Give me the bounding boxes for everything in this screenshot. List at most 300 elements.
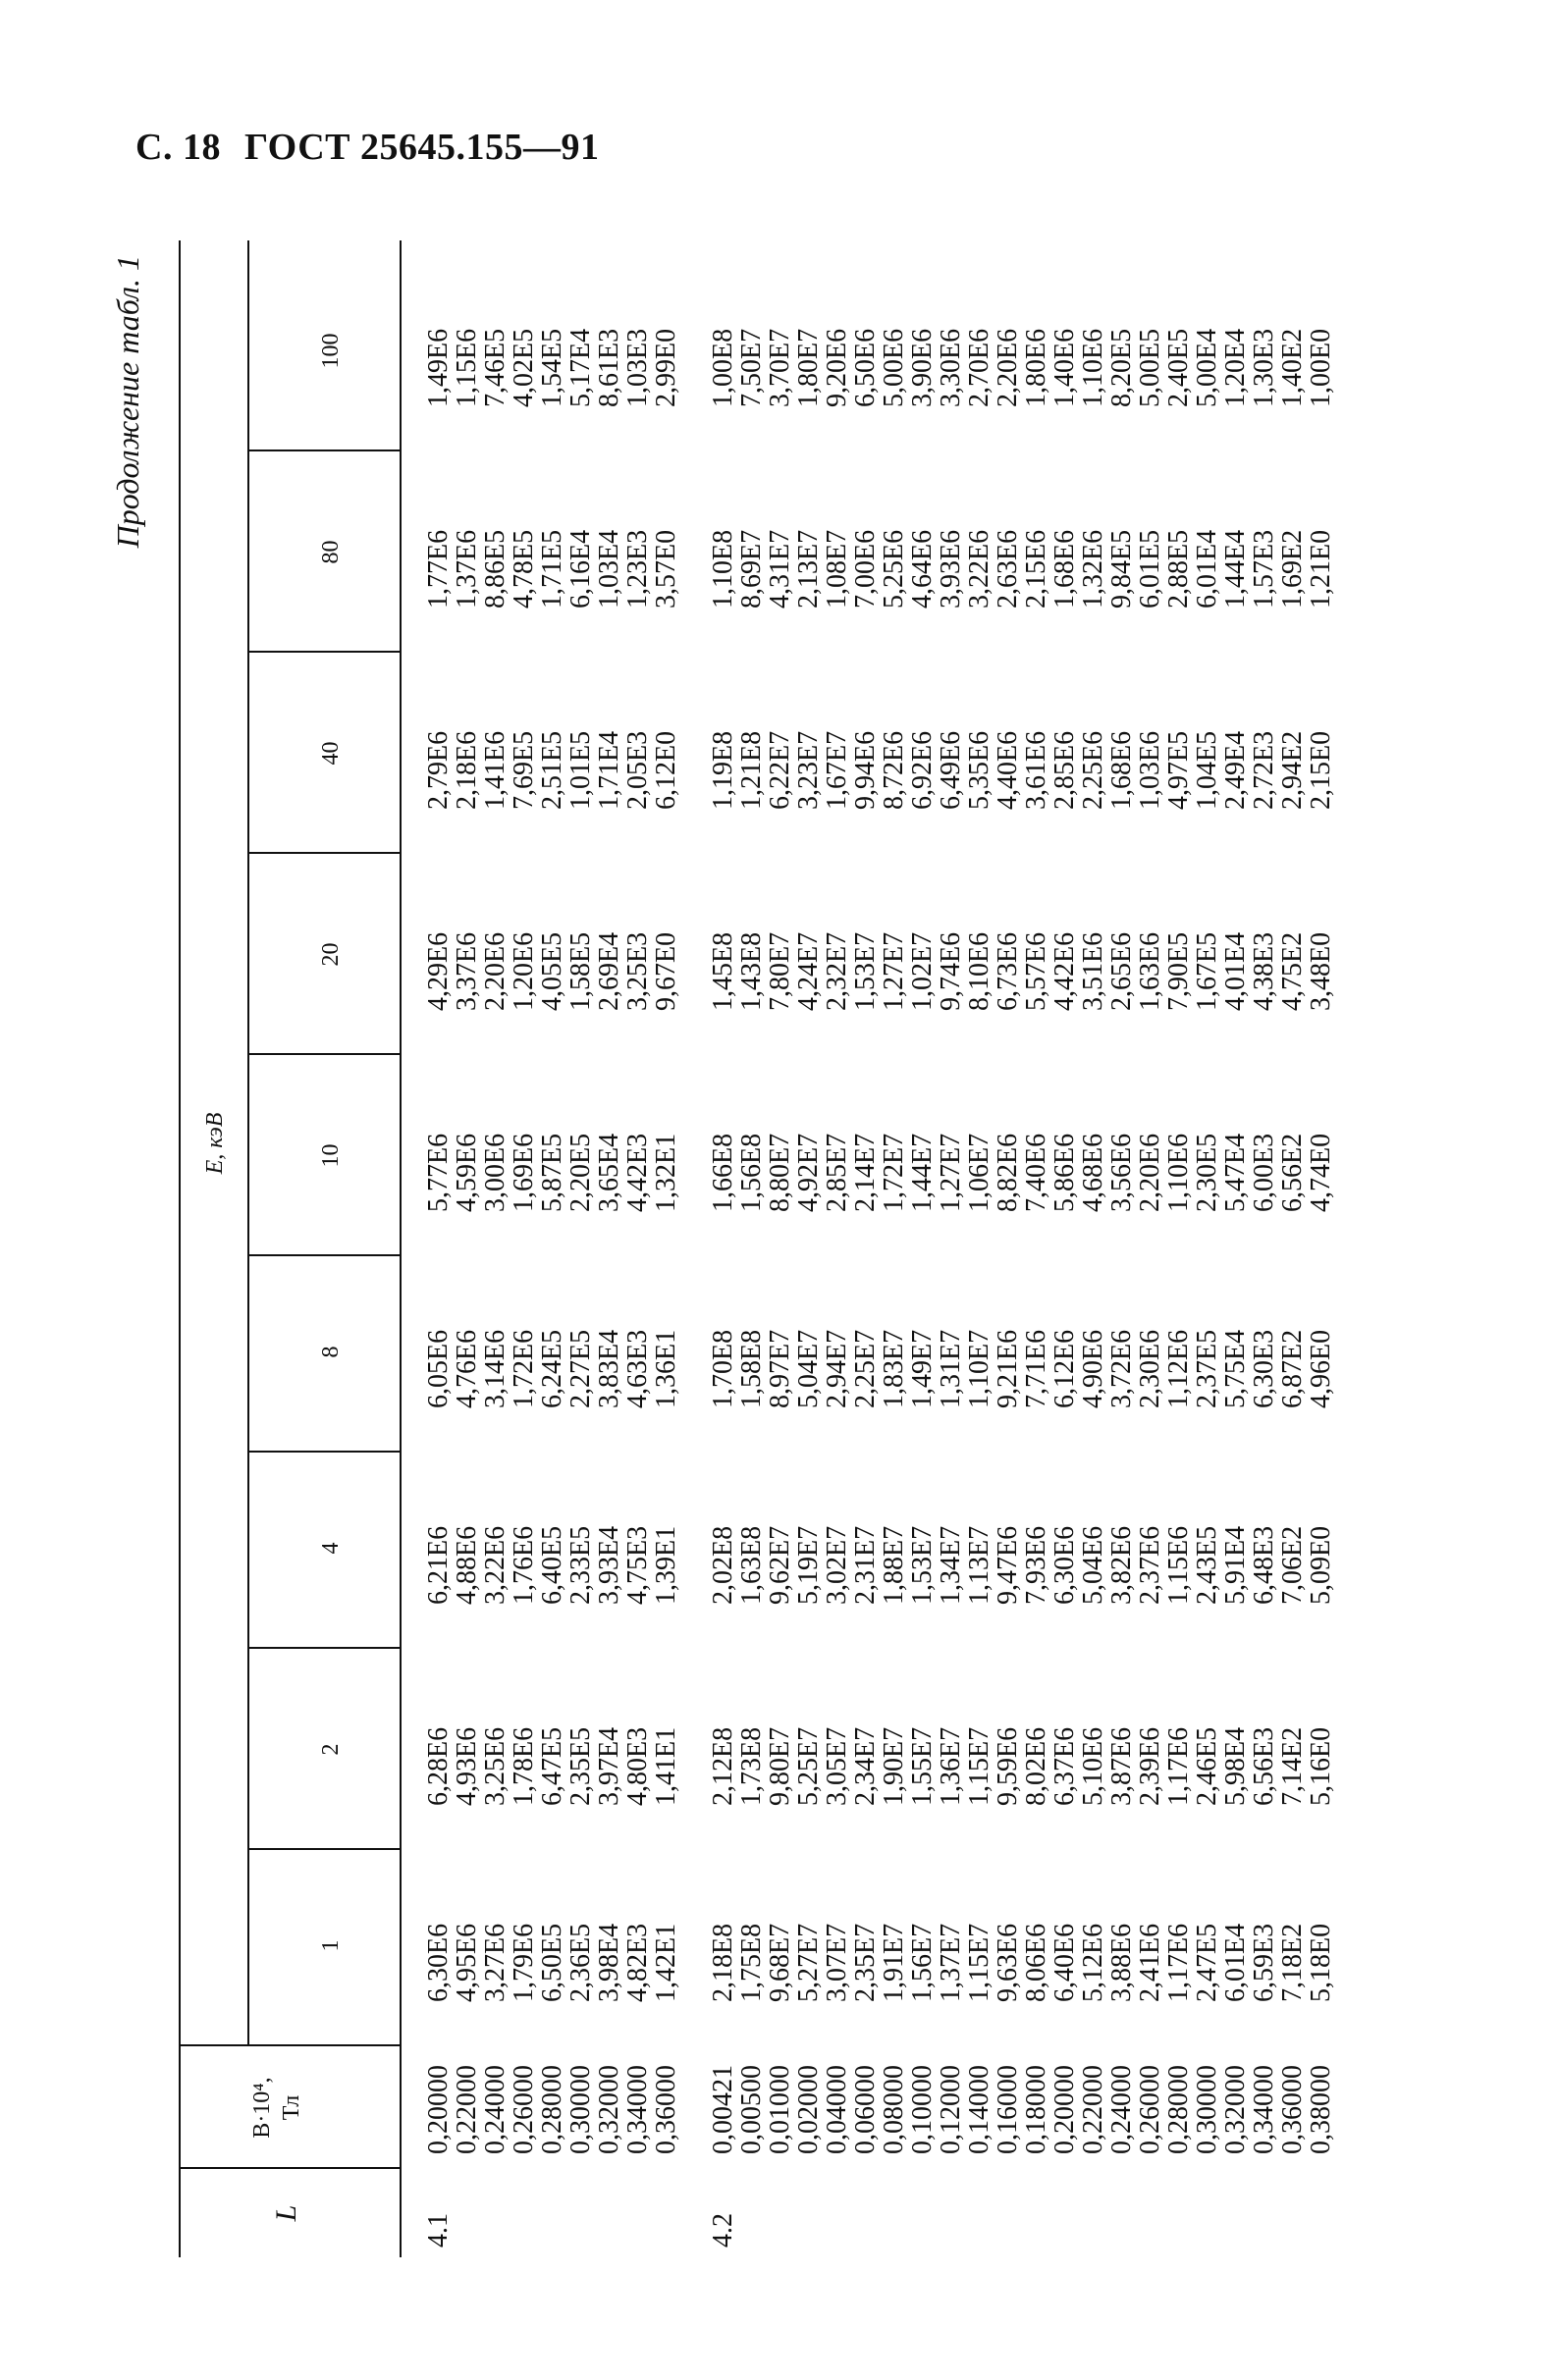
flux-value: 1,17E6: [1163, 1726, 1194, 1806]
table-row: [538, 240, 566, 2257]
flux-value: 5,87E5: [537, 1133, 567, 1212]
flux-value: 6,56E3: [1249, 1726, 1279, 1806]
flux-value: 6,24E5: [537, 1329, 567, 1408]
flux-value: 1,68E6: [1049, 529, 1080, 608]
page-header: [135, 126, 614, 169]
flux-value: 7,06E2: [1277, 1525, 1308, 1605]
flux-value: 6,59E3: [1249, 1923, 1279, 2002]
flux-value: 1,32E1: [651, 1133, 681, 1212]
flux-value: 3,07E7: [822, 1923, 852, 2002]
flux-value: 1,53E7: [850, 931, 881, 1011]
flux-value: 2,15E6: [1021, 529, 1051, 608]
flux-value: 2,49E4: [1220, 730, 1251, 810]
flux-value: 3,72E6: [1106, 1329, 1137, 1408]
flux-value: 9,80E7: [765, 1726, 795, 1806]
flux-value: 2,85E7: [822, 1133, 852, 1212]
B-value: 0,28000: [537, 2065, 567, 2154]
flux-value: 5,91E4: [1220, 1525, 1251, 1605]
flux-value: 1,72E7: [879, 1133, 909, 1212]
flux-value: 9,68E7: [765, 1923, 795, 2002]
flux-value: 1,39E1: [651, 1525, 681, 1605]
flux-value: 7,93E6: [1021, 1525, 1051, 1605]
flux-value: 1,06E7: [964, 1133, 994, 1212]
flux-value: 2,70E6: [964, 328, 994, 407]
energy-col-rule: [247, 1254, 400, 1256]
flux-value: 2,35E7: [850, 1923, 881, 2002]
table-row: [623, 240, 652, 2257]
B-value: 0,22000: [1078, 2065, 1108, 2154]
flux-value: 1,37E7: [936, 1923, 966, 2002]
flux-value: 4,75E3: [622, 1525, 653, 1605]
B-value: 0,32000: [1220, 2065, 1251, 2154]
flux-value: 7,80E7: [765, 931, 795, 1011]
flux-value: 9,94E6: [850, 730, 881, 810]
flux-value: 4,90E6: [1078, 1329, 1108, 1408]
flux-value: 7,00E6: [850, 529, 881, 608]
flux-value: 1,20E4: [1220, 328, 1251, 407]
flux-value: 9,67E0: [651, 931, 681, 1011]
flux-value: 8,20E5: [1106, 328, 1137, 407]
flux-value: 4,95E6: [452, 1923, 482, 2002]
flux-value: 3,27E6: [480, 1923, 510, 2002]
flux-value: 3,37E6: [452, 931, 482, 1011]
flux-value: 2,34E7: [850, 1726, 881, 1806]
flux-value: 1,08E7: [822, 529, 852, 608]
flux-value: 8,80E7: [765, 1133, 795, 1212]
flux-value: 1,56E8: [736, 1133, 767, 1212]
flux-value: 4,38E3: [1249, 931, 1279, 1011]
flux-value: 2,88E5: [1163, 529, 1194, 608]
flux-value: 6,28E6: [423, 1726, 454, 1806]
flux-value: 3,14E6: [480, 1329, 510, 1408]
flux-value: 1,49E6: [423, 328, 454, 407]
flux-value: 1,31E7: [936, 1329, 966, 1408]
flux-value: 1,27E7: [936, 1133, 966, 1212]
flux-value: 1,77E6: [423, 529, 454, 608]
flux-value: 1,20E6: [509, 931, 539, 1011]
flux-value: 4,92E7: [793, 1133, 824, 1212]
B-value: 0,20000: [423, 2065, 454, 2154]
flux-value: 4,97E5: [1163, 730, 1194, 810]
flux-value: 1,53E7: [907, 1525, 938, 1605]
flux-value: 1,40E2: [1277, 328, 1308, 407]
flux-value: 1,00E8: [708, 328, 738, 407]
header-energy-group: E, кэВ: [202, 1112, 228, 1175]
flux-value: 6,01E4: [1220, 1923, 1251, 2002]
flux-value: 4,74E0: [1306, 1133, 1336, 1212]
flux-value: 7,14E2: [1277, 1726, 1308, 1806]
flux-value: 9,84E5: [1106, 529, 1137, 608]
flux-value: 1,67E5: [1192, 931, 1222, 1011]
flux-value: 2,46E5: [1192, 1726, 1222, 1806]
flux-value: 1,43E8: [736, 931, 767, 1011]
flux-value: 4,82E3: [622, 1923, 653, 2002]
flux-value: 1,19E8: [708, 730, 738, 810]
flux-value: 1,90E7: [879, 1726, 909, 1806]
flux-value: 1,41E1: [651, 1726, 681, 1806]
flux-value: 1,30E3: [1249, 328, 1279, 407]
group-L-value: 4.2: [708, 2213, 738, 2248]
flux-value: 1,15E6: [452, 328, 482, 407]
table-row: [908, 240, 937, 2257]
flux-value: 8,02E6: [1021, 1726, 1051, 1806]
flux-value: 5,77E6: [423, 1133, 454, 1212]
flux-value: 1,80E7: [793, 328, 824, 407]
flux-value: 1,03E3: [622, 328, 653, 407]
flux-value: 2,05E3: [622, 730, 653, 810]
flux-value: 3,97E4: [594, 1726, 624, 1806]
flux-value: 3,25E3: [622, 931, 653, 1011]
header-B-line2: Тл: [279, 2094, 304, 2121]
flux-value: 5,47E4: [1220, 1133, 1251, 1212]
header-B: [247, 2051, 306, 2164]
B-value: 0,14000: [964, 2065, 994, 2154]
flux-value: 3,82E6: [1106, 1525, 1137, 1605]
energy-header-8: 8: [318, 1346, 344, 1358]
flux-value: 4,88E6: [452, 1525, 482, 1605]
table-row: [1136, 240, 1164, 2257]
flux-value: 1,56E7: [907, 1923, 938, 2002]
flux-value: 6,37E6: [1049, 1726, 1080, 1806]
flux-value: 1,80E6: [1021, 328, 1051, 407]
table-row: [1307, 240, 1335, 2257]
flux-value: 2,40E5: [1163, 328, 1194, 407]
table-row: [823, 240, 851, 2257]
flux-value: 3,87E6: [1106, 1726, 1137, 1806]
flux-value: 3,93E4: [594, 1525, 624, 1605]
flux-value: 2,85E6: [1049, 730, 1080, 810]
flux-value: 1,72E6: [509, 1329, 539, 1408]
energy-col-rule: [247, 450, 400, 451]
flux-value: 5,18E0: [1306, 1923, 1336, 2002]
flux-value: 5,35E6: [964, 730, 994, 810]
B-value: 0,24000: [1106, 2065, 1137, 2154]
flux-value: 3,56E6: [1106, 1133, 1137, 1212]
flux-value: 3,83E4: [594, 1329, 624, 1408]
flux-value: 1,45E8: [708, 931, 738, 1011]
flux-value: 3,90E6: [907, 328, 938, 407]
flux-value: 2,30E6: [1135, 1329, 1165, 1408]
flux-value: 1,15E7: [964, 1923, 994, 2002]
flux-value: 2,63E6: [993, 529, 1023, 608]
B-value: 0,30000: [1192, 2065, 1222, 2154]
B-value: 0,34000: [622, 2065, 653, 2154]
flux-value: 5,09E0: [1306, 1525, 1336, 1605]
flux-value: 1,00E0: [1306, 328, 1336, 407]
table-row: [1221, 240, 1250, 2257]
flux-value: 2,13E7: [793, 529, 824, 608]
flux-value: 4,02E5: [509, 328, 539, 407]
B-value: 0,36000: [1277, 2065, 1308, 2154]
energy-header-40: 40: [318, 741, 344, 766]
flux-value: 8,82E6: [993, 1133, 1023, 1212]
flux-value: 4,31E7: [765, 529, 795, 608]
flux-value: 4,76E6: [452, 1329, 482, 1408]
flux-value: 3,02E7: [822, 1525, 852, 1605]
flux-value: 2,99E0: [651, 328, 681, 407]
flux-value: 6,22E7: [765, 730, 795, 810]
flux-value: 3,93E6: [936, 529, 966, 608]
flux-value: 5,00E5: [1135, 328, 1165, 407]
flux-value: 2,79E6: [423, 730, 454, 810]
flux-value: 4,78E5: [509, 529, 539, 608]
B-value: 0,26000: [509, 2065, 539, 2154]
flux-value: 1,91E7: [879, 1923, 909, 2002]
flux-value: 4,64E6: [907, 529, 938, 608]
flux-value: 1,34E7: [936, 1525, 966, 1605]
flux-value: 9,62E7: [765, 1525, 795, 1605]
B-value: 0,16000: [993, 2065, 1023, 2154]
B-value: 0,00421: [708, 2065, 738, 2154]
flux-value: 5,19E7: [793, 1525, 824, 1605]
flux-value: 4,05E5: [537, 931, 567, 1011]
B-value: 0,12000: [936, 2065, 966, 2154]
flux-value: 3,88E6: [1106, 1923, 1137, 2002]
B-value: 0,02000: [793, 2065, 824, 2154]
flux-value: 7,71E6: [1021, 1329, 1051, 1408]
flux-value: 5,00E6: [879, 328, 909, 407]
flux-value: 2,20E6: [1135, 1133, 1165, 1212]
B-value: 0,04000: [822, 2065, 852, 2154]
table-row: [965, 240, 994, 2257]
flux-value: 1,04E5: [1192, 730, 1222, 810]
flux-value: 6,12E0: [651, 730, 681, 810]
B-value: 0,32000: [594, 2065, 624, 2154]
flux-value: 5,04E7: [793, 1329, 824, 1408]
flux-value: 6,50E5: [537, 1923, 567, 2002]
flux-value: 5,17E4: [565, 328, 596, 407]
table-row: [1107, 240, 1136, 2257]
energy-col-rule: [247, 1647, 400, 1649]
B-value: 0,00500: [736, 2065, 767, 2154]
table-header-bottom-rule: [400, 240, 402, 2257]
flux-value: 4,75E2: [1277, 931, 1308, 1011]
flux-value: 6,40E5: [537, 1525, 567, 1605]
energy-header-20: 20: [318, 942, 344, 967]
flux-value: 9,47E6: [993, 1525, 1023, 1605]
flux-value: 6,00E3: [1249, 1133, 1279, 1212]
flux-value: 7,69E5: [509, 730, 539, 810]
flux-value: 6,47E5: [537, 1726, 567, 1806]
flux-value: 1,69E2: [1277, 529, 1308, 608]
group-L-value: 4.1: [423, 2213, 454, 2248]
table-row: [424, 240, 453, 2257]
flux-value: 6,05E6: [423, 1329, 454, 1408]
table-row: [709, 240, 737, 2257]
flux-value: 2,39E6: [1135, 1726, 1165, 1806]
header-B-line1: B·10⁴,: [249, 2077, 275, 2139]
flux-value: 2,20E6: [480, 931, 510, 1011]
flux-value: 3,30E6: [936, 328, 966, 407]
table-row: [937, 240, 965, 2257]
flux-value: 1,15E6: [1163, 1525, 1194, 1605]
flux-value: 4,96E0: [1306, 1329, 1336, 1408]
flux-value: 4,63E3: [622, 1329, 653, 1408]
header-L: L: [270, 2204, 302, 2222]
flux-value: 4,80E3: [622, 1726, 653, 1806]
flux-value: 6,87E2: [1277, 1329, 1308, 1408]
B-value: 0,38000: [1306, 2065, 1336, 2154]
flux-value: 4,42E6: [1049, 931, 1080, 1011]
flux-value: 3,57E0: [651, 529, 681, 608]
flux-value: 5,27E7: [793, 1923, 824, 2002]
table-row: [851, 240, 880, 2257]
flux-value: 2,69E4: [594, 931, 624, 1011]
table-row: [1079, 240, 1107, 2257]
flux-value: 3,51E6: [1078, 931, 1108, 1011]
flux-value: 1,41E6: [480, 730, 510, 810]
table-top-rule: [179, 240, 181, 2257]
B-value: 0,10000: [907, 2065, 938, 2154]
flux-value: 4,24E7: [793, 931, 824, 1011]
B-value: 0,28000: [1163, 2065, 1194, 2154]
flux-value: 1,23E3: [622, 529, 653, 608]
energy-col-rule: [247, 1848, 400, 1850]
flux-value: 5,25E6: [879, 529, 909, 608]
table-row: [595, 240, 623, 2257]
flux-value: 4,29E6: [423, 931, 454, 1011]
flux-value: 1,13E7: [964, 1525, 994, 1605]
flux-value: 1,42E1: [651, 1923, 681, 2002]
flux-value: 7,50E7: [736, 328, 767, 407]
flux-value: 1,36E7: [936, 1726, 966, 1806]
flux-value: 1,71E4: [594, 730, 624, 810]
table-row: [1022, 240, 1050, 2257]
flux-value: 2,47E5: [1192, 1923, 1222, 2002]
flux-value: 9,63E6: [993, 1923, 1023, 2002]
flux-value: 4,40E6: [993, 730, 1023, 810]
flux-value: 2,35E5: [565, 1726, 596, 1806]
flux-value: 3,22E6: [964, 529, 994, 608]
flux-value: 9,21E6: [993, 1329, 1023, 1408]
flux-value: 7,90E5: [1163, 931, 1194, 1011]
flux-value: 6,50E6: [850, 328, 881, 407]
flux-value: 3,00E6: [480, 1133, 510, 1212]
flux-value: 8,61E3: [594, 328, 624, 407]
flux-value: 2,41E6: [1135, 1923, 1165, 2002]
flux-value: 2,12E8: [708, 1726, 738, 1806]
flux-value: 6,73E6: [993, 931, 1023, 1011]
flux-value: 1,27E7: [879, 931, 909, 1011]
energy-header-2: 2: [318, 1743, 344, 1756]
flux-value: 2,94E2: [1277, 730, 1308, 810]
table-row: [1278, 240, 1307, 2257]
flux-value: 3,05E7: [822, 1726, 852, 1806]
flux-value: 1,02E7: [907, 931, 938, 1011]
flux-value: 5,16E0: [1306, 1726, 1336, 1806]
energy-col-rule: [247, 651, 400, 653]
flux-value: 3,22E6: [480, 1525, 510, 1605]
flux-value: 1,21E0: [1306, 529, 1336, 608]
flux-value: 9,59E6: [993, 1726, 1023, 1806]
flux-value: 1,36E1: [651, 1329, 681, 1408]
flux-value: 1,63E8: [736, 1525, 767, 1605]
flux-value: 2,18E8: [708, 1923, 738, 2002]
flux-value: 1,10E8: [708, 529, 738, 608]
flux-value: 1,79E6: [509, 1923, 539, 2002]
flux-value: 8,97E7: [765, 1329, 795, 1408]
flux-value: 1,10E6: [1078, 328, 1108, 407]
energy-header-80: 80: [318, 540, 344, 564]
flux-value: 2,72E3: [1249, 730, 1279, 810]
flux-value: 8,72E6: [879, 730, 909, 810]
B-value: 0,26000: [1135, 2065, 1165, 2154]
flux-value: 7,18E2: [1277, 1923, 1308, 2002]
flux-value: 2,18E6: [452, 730, 482, 810]
flux-value: 5,12E6: [1078, 1923, 1108, 2002]
flux-value: 1,69E6: [509, 1133, 539, 1212]
flux-value: 6,48E3: [1249, 1525, 1279, 1605]
B-value: 0,30000: [565, 2065, 596, 2154]
flux-value: 5,04E6: [1078, 1525, 1108, 1605]
B-value: 0,24000: [480, 2065, 510, 2154]
flux-value: 6,92E6: [907, 730, 938, 810]
flux-value: 1,70E8: [708, 1329, 738, 1408]
flux-value: 6,30E3: [1249, 1329, 1279, 1408]
flux-value: 6,12E6: [1049, 1329, 1080, 1408]
table-row: [766, 240, 794, 2257]
flux-value: 1,75E8: [736, 1923, 767, 2002]
energy-header-4: 4: [318, 1542, 344, 1555]
flux-value: 2,25E6: [1078, 730, 1108, 810]
flux-value: 9,74E6: [936, 931, 966, 1011]
flux-value: 6,30E6: [1049, 1525, 1080, 1605]
flux-value: 7,40E6: [1021, 1133, 1051, 1212]
flux-value: 1,40E6: [1049, 328, 1080, 407]
B-value: 0,01000: [765, 2065, 795, 2154]
flux-value: 2,20E6: [993, 328, 1023, 407]
table-row: [1250, 240, 1278, 2257]
table-row: [481, 240, 510, 2257]
flux-value: 2,20E5: [565, 1133, 596, 1212]
energy-header-100: 100: [318, 333, 344, 369]
flux-value: 1,88E7: [879, 1525, 909, 1605]
rotated-data-table: [110, 240, 1529, 2257]
flux-value: 2,27E5: [565, 1329, 596, 1408]
flux-value: 2,33E5: [565, 1525, 596, 1605]
table-row: [652, 240, 680, 2257]
flux-value: 2,37E6: [1135, 1525, 1165, 1605]
flux-value: 8,69E7: [736, 529, 767, 608]
flux-value: 5,10E6: [1078, 1726, 1108, 1806]
flux-value: 9,20E6: [822, 328, 852, 407]
flux-value: 6,16E4: [565, 529, 596, 608]
flux-value: 6,56E2: [1277, 1133, 1308, 1212]
table-row: [737, 240, 766, 2257]
flux-value: 1,03E6: [1135, 730, 1165, 810]
flux-value: 2,65E6: [1106, 931, 1137, 1011]
B-value: 0,08000: [879, 2065, 909, 2154]
energy-col-rule: [247, 1451, 400, 1453]
B-value: 0,06000: [850, 2065, 881, 2154]
flux-value: 6,01E4: [1192, 529, 1222, 608]
flux-value: 4,01E4: [1220, 931, 1251, 1011]
flux-value: 1,57E3: [1249, 529, 1279, 608]
flux-value: 1,21E8: [736, 730, 767, 810]
table-row: [453, 240, 481, 2257]
flux-value: 6,01E5: [1135, 529, 1165, 608]
flux-value: 1,44E4: [1220, 529, 1251, 608]
table-row: [994, 240, 1022, 2257]
flux-value: 1,66E8: [708, 1133, 738, 1212]
col-rule-L: [179, 2167, 400, 2169]
flux-value: 3,61E6: [1021, 730, 1051, 810]
standard-number: ГОСТ 25645.155—91: [243, 127, 600, 168]
flux-value: 1,68E6: [1106, 730, 1137, 810]
flux-value: 1,03E4: [594, 529, 624, 608]
flux-value: 1,78E6: [509, 1726, 539, 1806]
flux-value: 1,32E6: [1078, 529, 1108, 608]
